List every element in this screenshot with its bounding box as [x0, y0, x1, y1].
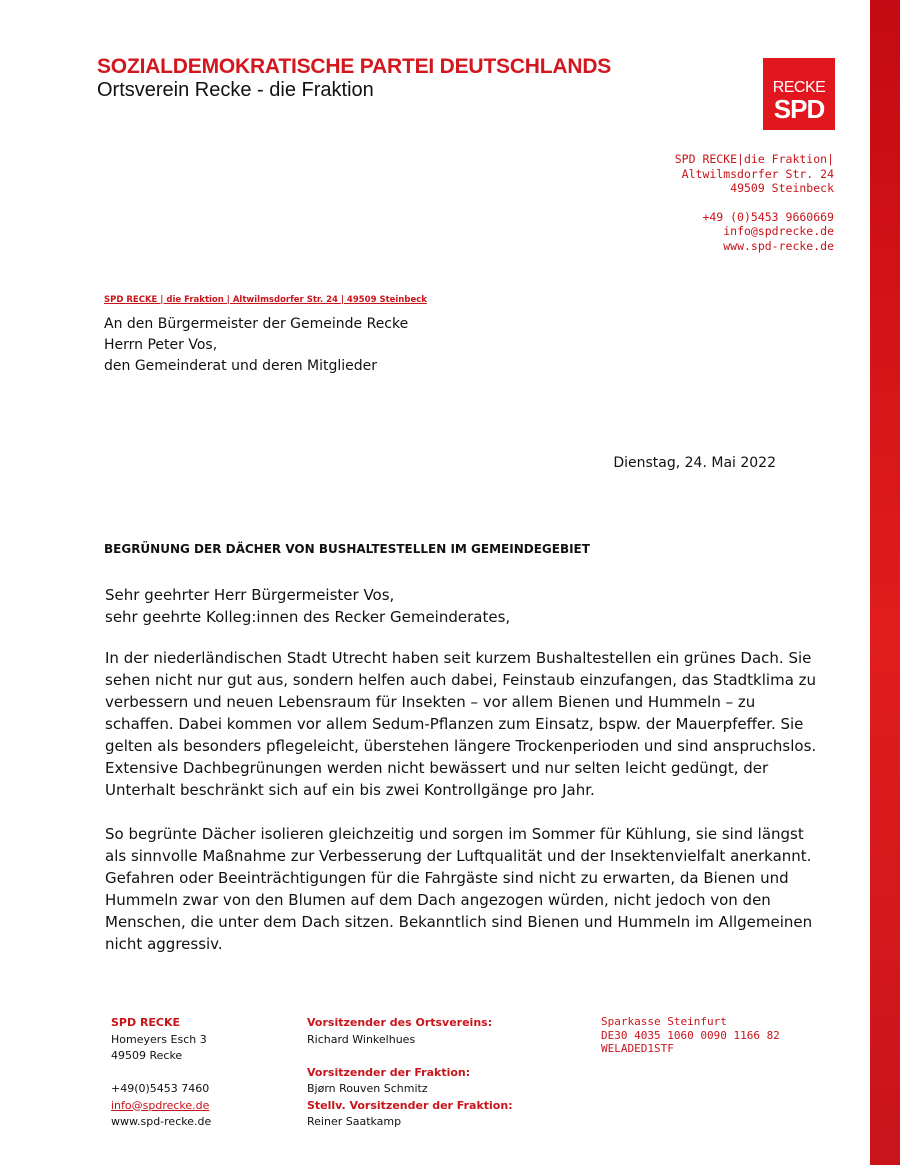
sender-email[interactable]: info@spdrecke.de	[723, 224, 834, 238]
logo-line-recke: RECKE	[772, 79, 826, 96]
footer-chair-label: Vorsitzender des Ortsvereins:	[307, 1016, 493, 1029]
footer-org-title: SPD RECKE	[111, 1016, 181, 1029]
salutation	[105, 585, 510, 628]
sender-street: Altwilmsdorfer Str. 24	[681, 166, 834, 181]
footer-bank-name: Sparkasse Steinfurt	[601, 1015, 727, 1028]
footer-chair-name: Richard Winkelhues	[307, 1032, 416, 1046]
return-address-line: SPD RECKE | die Fraktion | Altwilmsdorfer Str. 24 | 49509 Steinbeck	[104, 295, 427, 305]
recipient-line: Herrn Peter Vos,	[104, 337, 218, 353]
recipient-address	[104, 314, 408, 377]
party-name: SOZIALDEMOKRATISCHE PARTEI DEUTSCHLANDS	[97, 55, 612, 78]
ortsverein-name: Ortsverein Recke - die Fraktion	[97, 79, 374, 101]
sender-phone: +49 (0)5453 9660669	[702, 209, 834, 224]
footer-web[interactable]: www.spd-recke.de	[111, 1115, 212, 1128]
footer-city: 49509 Recke	[111, 1049, 183, 1062]
body-paragraph-1: In der niederländischen Stadt Utrecht haben seit kurzem Bushaltestellen ein grünes Dach. Sie sehen nicht nur gut aus, sondern helfen auch dabei, Feinstaub einzufangen, das Stadtklima zu verbessern und neuen Lebensraum für Insekten – vor allem Bienen und Hummeln – zu schaffen. Dabei kommen vor allem Sedum-Pflanzen zum Einsatz, bspw. der Mauerpfeffer. Sie gelten als besonders pflegeleicht, überstehen längere Trockenperioden und sind anspruchslos. Extensive Dachbegrünungen werden nicht bewässert und nur selten leicht gedüngt, der Unterhalt beschränkt sich auf ein bis zwei Kontrollgänge pro Jahr.	[105, 649, 817, 799]
footer-phone: +49(0)5453 7460	[111, 1082, 210, 1095]
footer-deputy-label: Stellv. Vorsitzender der Fraktion:	[307, 1098, 513, 1112]
recipient-line: An den Bürgermeister der Gemeinde Recke	[104, 316, 409, 332]
sender-city: 49509 Steinbeck	[730, 181, 834, 195]
footer-email-link[interactable]: info@spdrecke.de	[111, 1098, 210, 1112]
footer-iban: DE30 4035 1060 0090 1166 82	[601, 1028, 780, 1042]
footer-address	[111, 1015, 211, 1131]
letter-date: Dienstag, 24. Mai 2022	[613, 455, 776, 471]
footer-bank	[601, 1015, 780, 1056]
footer-bic: WELADED1STF	[601, 1042, 674, 1055]
logo-line-spd: SPD	[773, 94, 825, 124]
salutation-line: sehr geehrte Kolleg:innen des Recker Gemeinderates,	[105, 607, 511, 626]
red-edge-stripe	[870, 0, 900, 1165]
recipient-line: den Gemeinderat und deren Mitglieder	[104, 358, 378, 374]
sender-web[interactable]: www.spd-recke.de	[723, 238, 834, 253]
footer-fraction-label: Vorsitzender der Fraktion:	[307, 1065, 471, 1079]
footer-fraction-name: Bjørn Rouven Schmitz	[307, 1082, 428, 1095]
spd-logo	[763, 58, 835, 130]
salutation-line: Sehr geehrter Herr Bürgermeister Vos,	[105, 586, 395, 604]
footer-deputy-name: Reiner Saatkamp	[307, 1115, 402, 1128]
letter-subject: BEGRÜNUNG DER DÄCHER VON BUSHALTESTELLEN IM GEMEINDEGEBIET	[104, 542, 590, 556]
footer-street: Homeyers Esch 3	[111, 1032, 207, 1046]
sender-line: SPD RECKE|die Fraktion|	[674, 152, 834, 166]
sender-address	[675, 152, 834, 253]
body-paragraph-2: So begrünte Dächer isolieren gleichzeitig und sorgen im Sommer für Kühlung, sie sind längst als sinnvolle Maßnahme zur Verbesserung der Luftqualität und der Insektenvielfalt anerkannt. Gefahren oder Beeinträchtigungen für die Fahrgäste sind nicht zu erwarten, da Bienen und Hummeln zwar von den Blumen auf dem Dach angezogen würden, nicht jedoch von den Menschen, die unter dem Dach sitzen. Bekanntlich sind Bienen und Hummeln im Allgemeinen nicht aggressiv.	[105, 825, 813, 953]
footer-board	[307, 1015, 513, 1131]
